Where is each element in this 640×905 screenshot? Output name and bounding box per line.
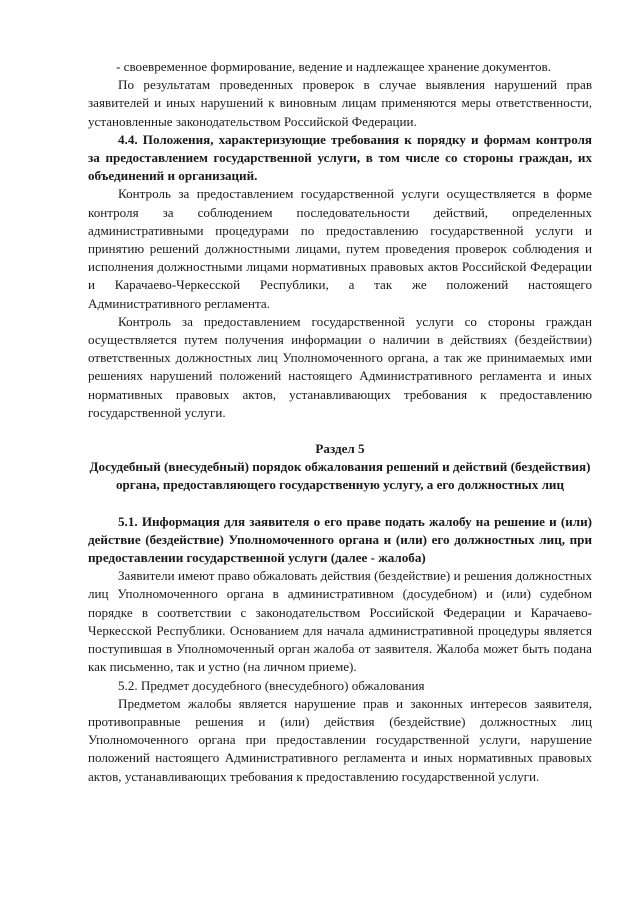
heading-4-4: 4.4. Положения, характеризующие требования к порядку и формам контроля за предоставлением государственной услуги, в том числе со стороны граждан, их объединений и организаций. bbox=[88, 131, 592, 184]
paragraph-control-form: Контроль за предоставлением государственной услуги осуществляется в форме контроля за соблюдением последовательности действий, определенных административными процедурами по предоставлению государственной услуги и принятию решений должностными лицами, путем проведения проверок соблюдения и исполнения должностными лицами нормативных правовых актов Российской Федерации и Карачаево-Черкесской Республики, а так же положений настоящего Административного регламента. bbox=[88, 186, 592, 311]
section-title: Раздел 5 bbox=[315, 441, 365, 457]
paragraph-inspection-results: По результатам проведенных проверок в случае выявления нарушений прав заявителей и иных нарушений к виновным лицам применяются меры ответственности, установленные законодательством Российской Федерации. bbox=[88, 77, 592, 129]
paragraph-appeal-right: Заявители имеют право обжаловать действия (бездействие) и решения должностных лиц Уполномоченного органа в административном (досудебном) и (или) судебном порядке в соответствии с законодательством Российской Федерации и Карачаево-Черкесской Республики. Основанием для начала административной процедуры является поступившая в Уполномоченный орган жалоба от заявителя. Жалоба может быть подана как письменно, так и устно (на личном приеме). bbox=[88, 568, 592, 675]
heading-5-1: 5.1. Информация для заявителя о его праве подать жалобу на решение и (или) действие (бездействие) Уполномоченного органа и (или) его должностных лиц, при предоставлении государственной услуги (далее - жалоба) bbox=[88, 513, 592, 566]
section-subtitle: Досудебный (внесудебный) порядок обжалования решений и действий (бездействия) органа, предоставляющего государственную услугу, а его должностных лиц bbox=[89, 459, 591, 493]
paragraph-appeal-subject: Предметом жалобы является нарушение прав и законных интересов заявителя, противоправные решения и (или) действия (бездействие) должностных лиц Уполномоченного органа при предоставлении государственной услуги, нарушение положений настоящего Административного регламента и иных нормативных правовых актов, устанавливающих требования к предоставлению государственной услуги. bbox=[88, 695, 592, 784]
heading-5-2: 5.2. Предмет досудебного (внесудебного) обжалования bbox=[118, 677, 425, 693]
document-page bbox=[88, 58, 592, 786]
list-item-document-storage: - своевременное формирование, ведение и надлежащее хранение документов. bbox=[116, 59, 551, 74]
paragraph-citizen-control: Контроль за предоставлением государственной услуги со стороны граждан осуществляется путем получения информации о наличии в действиях (бездействии) ответственных должностных лиц Уполномоченного органа, а так же принимаемых ими решениях нарушений положений настоящего Административного регламента и иных нормативных правовых актов, устанавливающих требования к предоставлению государственной услуги. bbox=[88, 313, 592, 420]
